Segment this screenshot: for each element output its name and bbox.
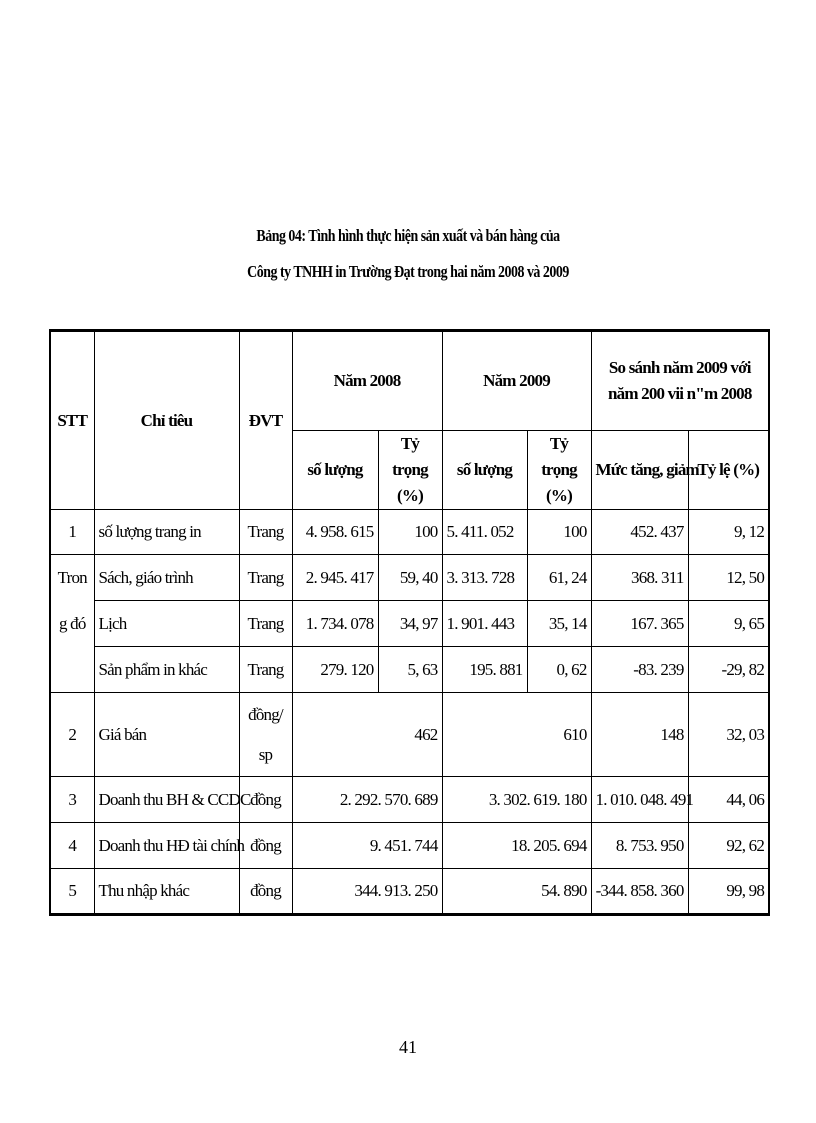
cell-so-luong-2008: 2. 945. 417	[292, 555, 378, 601]
cell-dvt: đồng/ sp	[239, 693, 292, 777]
cell-ty-le: 9, 65	[688, 601, 769, 647]
table-title-line2: Công ty TNHH in Trường Đạt trong hai năm 2008 và 2009	[247, 262, 569, 281]
cell-stt: 5	[50, 869, 94, 915]
cell-chi-tieu: Lịch	[94, 601, 239, 647]
cell-ty-trong-2009: 100	[527, 510, 591, 555]
cell-so-luong-2009: 3. 313. 728	[442, 555, 527, 601]
cell-value-2008: 462	[292, 693, 442, 777]
cell-muc-tang: 1. 010. 048. 491	[591, 777, 688, 823]
cell-muc-tang: 368. 311	[591, 555, 688, 601]
production-sales-table	[49, 329, 770, 916]
cell-chi-tieu: Doanh thu HĐ tài chính	[94, 823, 239, 869]
cell-stt: 3	[50, 777, 94, 823]
cell-ty-trong-2008: 5, 63	[378, 647, 442, 693]
header-year-2009: Năm 2009	[442, 331, 591, 431]
header-stt: STT	[50, 331, 94, 510]
table-row	[50, 869, 769, 915]
cell-so-luong-2008: 279. 120	[292, 647, 378, 693]
cell-stt: 2	[50, 693, 94, 777]
cell-dvt: Trang	[239, 601, 292, 647]
cell-stt: 4	[50, 823, 94, 869]
cell-dvt: đồng	[239, 777, 292, 823]
cell-so-luong-2009: 1. 901. 443	[442, 601, 527, 647]
cell-muc-tang: 8. 753. 950	[591, 823, 688, 869]
table-row	[50, 555, 769, 601]
cell-chi-tieu: Doanh thu BH & CCDC	[94, 777, 239, 823]
header-chi-tieu: Chỉ tiêu	[94, 331, 239, 510]
cell-ty-trong-2008: 59, 40	[378, 555, 442, 601]
cell-chi-tieu: Sách, giáo trình	[94, 555, 239, 601]
cell-ty-le: 12, 50	[688, 555, 769, 601]
cell-ty-le: -29, 82	[688, 647, 769, 693]
cell-chi-tieu: Thu nhập khác	[94, 869, 239, 915]
header-muc-tang-giam: Mức tăng, giảm	[591, 431, 688, 510]
cell-muc-tang: 148	[591, 693, 688, 777]
cell-ty-le: 44, 06	[688, 777, 769, 823]
header-so-luong-2009: số lượng	[442, 431, 527, 510]
table-row	[50, 823, 769, 869]
table-title-line1: Bảng 04: Tình hình thực hiện sản xuất và bán hàng của	[256, 226, 560, 245]
cell-ty-trong-2008: 100	[378, 510, 442, 555]
cell-value-2009: 54. 890	[442, 869, 591, 915]
cell-value-2008: 344. 913. 250	[292, 869, 442, 915]
cell-dvt: đồng	[239, 869, 292, 915]
table-row	[50, 693, 769, 777]
cell-so-luong-2008: 4. 958. 615	[292, 510, 378, 555]
cell-value-2008: 9. 451. 744	[292, 823, 442, 869]
header-ty-le: Tỷ lệ (%)	[688, 431, 769, 510]
cell-ty-le: 99, 98	[688, 869, 769, 915]
cell-muc-tang: 167. 365	[591, 601, 688, 647]
table-row	[50, 601, 769, 647]
cell-dvt: Trang	[239, 510, 292, 555]
cell-ty-trong-2009: 0, 62	[527, 647, 591, 693]
cell-so-luong-2009: 195. 881	[442, 647, 527, 693]
cell-value-2009: 3. 302. 619. 180	[442, 777, 591, 823]
header-year-2008: Năm 2008	[292, 331, 442, 431]
cell-ty-trong-2009: 35, 14	[527, 601, 591, 647]
cell-ty-trong-2009: 61, 24	[527, 555, 591, 601]
cell-so-luong-2008: 1. 734. 078	[292, 601, 378, 647]
header-dvt: ĐVT	[239, 331, 292, 510]
cell-chi-tieu: số lượng trang in	[94, 510, 239, 555]
cell-dvt: Trang	[239, 647, 292, 693]
header-ty-trong-2008: Tỷ trọng (%)	[378, 431, 442, 510]
cell-muc-tang: -344. 858. 360	[591, 869, 688, 915]
page-number: 41	[399, 1037, 417, 1057]
header-so-luong-2008: số lượng	[292, 431, 378, 510]
cell-ty-le: 9, 12	[688, 510, 769, 555]
cell-ty-trong-2008: 34, 97	[378, 601, 442, 647]
cell-value-2008: 2. 292. 570. 689	[292, 777, 442, 823]
table-row	[50, 777, 769, 823]
cell-chi-tieu: Sản phẩm in khác	[94, 647, 239, 693]
table-row	[50, 510, 769, 555]
cell-stt: 1	[50, 510, 94, 555]
cell-value-2009: 610	[442, 693, 591, 777]
header-ty-trong-2009: Tỷ trọng (%)	[527, 431, 591, 510]
table-row	[50, 647, 769, 693]
cell-so-luong-2009: 5. 411. 052	[442, 510, 527, 555]
cell-ty-le: 92, 62	[688, 823, 769, 869]
cell-dvt: Trang	[239, 555, 292, 601]
cell-chi-tieu: Giá bán	[94, 693, 239, 777]
header-comparison: So sánh năm 2009 với năm 200 vii n"m 2008	[591, 331, 769, 431]
cell-dvt: đồng	[239, 823, 292, 869]
cell-ty-le: 32, 03	[688, 693, 769, 777]
cell-muc-tang: 452. 437	[591, 510, 688, 555]
cell-muc-tang: -83. 239	[591, 647, 688, 693]
cell-value-2009: 18. 205. 694	[442, 823, 591, 869]
cell-trong-do: Tron g đó	[50, 555, 94, 693]
